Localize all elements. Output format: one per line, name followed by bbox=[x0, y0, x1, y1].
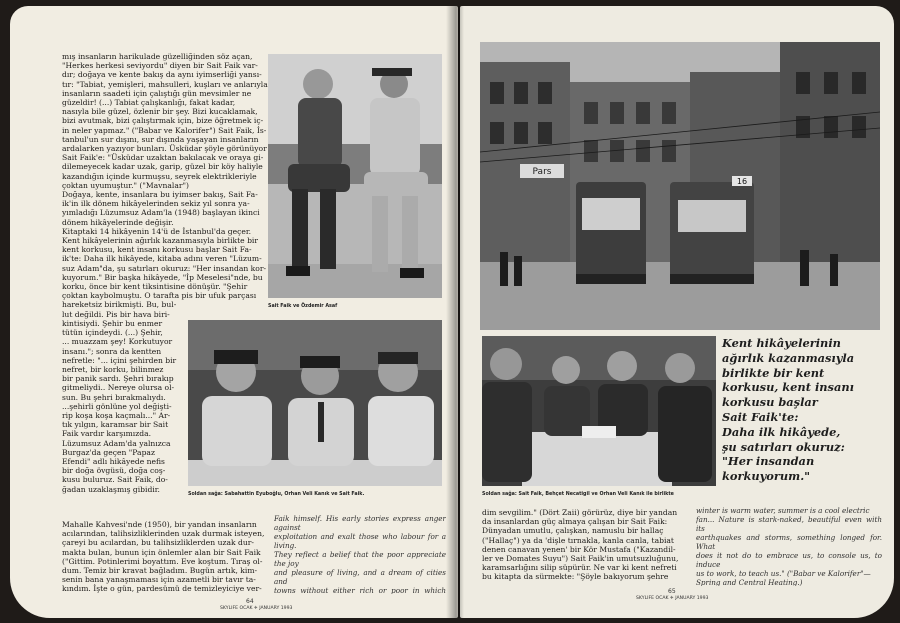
tram-number-text: 16 bbox=[736, 177, 748, 186]
left-page-number: 64 bbox=[246, 598, 254, 605]
right-page-number: 65 bbox=[668, 588, 676, 595]
photo-sait-faik-ozdemir-asaf bbox=[268, 54, 442, 298]
photo1-caption: Sait Faik ve Özdemir Asaf bbox=[268, 304, 338, 309]
photo-sait-faik-necatigil-kanik bbox=[482, 336, 716, 486]
left-page bbox=[10, 6, 458, 618]
book-gutter bbox=[446, 6, 464, 618]
left-footer: SKYLIFE OCAK ✈ JANUARY 1993 bbox=[220, 606, 293, 611]
right-column-1-text: dim sevgilim." (Dört Zaii) görürüz, diye bir yandan da insanlardan güç almaya çalışan bir Sait Faik: Dünyadan umutlu, çalışkan, namuslu bir hallaç ("Hallaç") ya da 'dişle tırnakla, kanla canla, tabiat denen canavan yenen' bir Kör Mustafa ("Kazandil- ler ve Domates Suyu") Sait Faik'in umutsuzluğunu, karamsarlığını silip süpürür. Ne var ki kent nefreti bu kitapta da sürmekte: "Şöyle bakıyorum şehre bbox=[482, 508, 679, 582]
right-footer: SKYLIFE OCAK ✈ JANUARY 1993 bbox=[636, 596, 709, 601]
shop-sign-text: Pars bbox=[532, 167, 552, 177]
pull-quote: Kent hikâyelerinin ağırlık kazanmasıyla birlikte bir kent korkusu, kent insanı korkusu başlar Sait Faik'te: Daha ilk hikâyede, şu satırları okuruz: "Her insandan korkuyorum." bbox=[722, 336, 855, 484]
right-photo-caption: Soldan sağa: Sait Faik, Behçet Necatigil ve Orhan Veli Kanık ile birlikte bbox=[482, 492, 674, 497]
right-page bbox=[460, 6, 894, 618]
right-column-2-english-text: winter is warm water, summer is a cool electric fan... Nature is stark-naked, beautiful even with its earthquakes and storms, something longed for. What does it not do to embrace us, to console us, to induce us to work, to teach us." ("Babar ve Kalorifer"— Spring and Central Heating.) bbox=[696, 506, 882, 586]
photo2-caption: Soldan sağa: Sabahattin Eyuboğlu, Orhan Veli Kanık ve Sait Faik. bbox=[188, 492, 365, 497]
photo-istanbul-trams bbox=[480, 42, 880, 330]
left-column-2-english-text: Faik himself. His early stories express anger against exploitation and exalt those who labour for a living. They reflect a belief that the poor appreciate the joy and pleasure of living, and a dream of cities and towns without either rich or poor in which bbox=[274, 514, 446, 594]
left-column-1-bottom-text: Mahalle Kahvesi'nde (1950), bir yandan insanların acılarından, talihsizliklerinden uzak durmak isteyen, çareyi bu acılardan, bu talihsizliklerden uzak dur- makta bulan, bunun için önlemler alan bir Sait Faik ("Gittim. Potinlerimi boyattım. Eve koştum. Tıraş ol- dum. Temiz bir kravat bağladım. Bugün artık, kim- senin bana yanaşmaması için azametli bir tavır ta- kındım. İşte o gün, pardesümü de temizleyiciye ver- bbox=[62, 520, 265, 594]
left-column-1-text: mış insanların harikulade güzelliğinden söz açan, "Herkes herkesi seviyordu" diyen bir Sait Faik var- dır; doğaya ve kente bakış da aynı iyimserliği yansı- tır: "Tabiat, yemişleri, mahsulleri, kuşları ve anlarıyla insanların saadeti için çalıştığı gün mevsimler ne güzeldir! (...) Tabiat çalışkanlığı, fakat kadar, nasıyla bile güzel, özlenir bir şey. Bizi kucaklamak, bizi avutmak, bizi çalıştırmak için, bize öğretmek iç- in neler yapmaz." ("Babar ve Kalorifer") Sait Faik, İs- tanbul'un sur dışını, sur dışında yaşayan insanların ardalarken yazıyor bunları. Üsküdar şöyle görünüyor Sait Faik'e: "Üsküdar uzaktan bakılacak ve oraya gi- dilemeyecek kadar uzak, garip, güzel bir köy haliyle kazandığın içinde kurmuşsu, seyrek elektrikleriyle çoktan uyumuştur." ("Mavnalar") Doğaya, kente, insanlara bu iyimser bakış, Sait Fa- ik'in ilk dönem hikâyelerinden sekiz yıl sonra ya- yımladığı Lüzumsuz Adam'la (1948) başlayan ikinci dönem hikâyelerinde değişir. Kitaptaki 14 hikâyenin 14'ü de İstanbul'da geçer. Kent hikâyelerinin ağırlık kazanmasıyla birlikte bir kent korkusu, kent insanı korkusu başlar Sait Fa- ik'te: Daha ilk hikâyede, kitaba adını veren "Lüzum- suz Adam"da, şu satırları okuruz: "Her insandan kor- kuyorum." Bir başka hikâyede, "İp Meselesi"nde, bu korku, önce bir kent tiksintisine dönüşür. "Şehir çoktan kaybolmuştu. O tarafta pis bir ufuk parçası hareketsiz birikmişti. Bu, bul- lut değildi. Pis bir hava biri- kintisiydi. Şehir bu enmer tütün içindeydi. (...) Şehir, ... muazzam şey! Korkutuyor insanı."; sonra da kentten nefretle: "... içini şehirden bir nefret, bir korku, bilinmez bir panik sardı. Şehri bırakıp gitmeliydi.. Nereye olursa ol- sun. Bu şehri bırakmalıydı. ...şehirli gönlüne yol değişti- rip koşa koşa kaçmalı..." Ar- tık yılgın, karamsar bir Sait Faik vardır karşımızda. Lüzumsuz Adam'da yalnızca Burgaz'da geçen "Papaz Efendi" adlı hikâyede nefis bir doğa övgüsü, doğa coş- kusu buluruz. Sait Faik, do- ğadan uzaklaşmış gibidir. bbox=[62, 52, 268, 494]
photo-eyuboglu-kanik-sait-faik bbox=[188, 320, 442, 486]
